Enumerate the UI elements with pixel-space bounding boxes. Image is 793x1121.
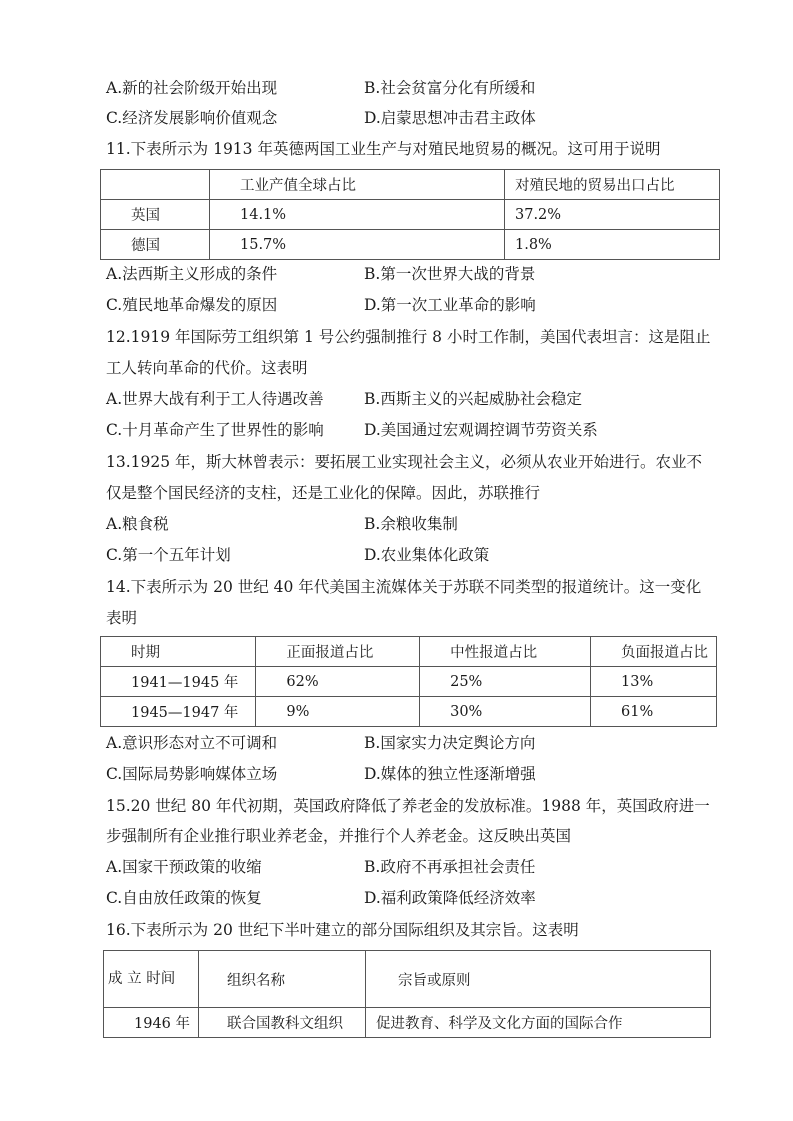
q12-stem-line1: 12.1919 年国际劳工组织第 1 号公约强制推行 8 小时工作制，美国代表坦言：这是阻止 [106,328,711,346]
q11-stem: 11.下表所示为 1913 年英德两国工业生产与对殖民地贸易的概况。这可用于说明 [106,140,661,158]
q12-option-a[interactable]: A.世界大战有利于工人待遇改善 [106,390,324,408]
q12-option-c[interactable]: C.十月革命产生了世界性的影响 [106,421,324,439]
table-cell: 62% [256,667,420,697]
table-cell: 14.1% [210,200,505,230]
q11-table [100,169,720,260]
table-cell: 13% [591,667,717,697]
table-cell: 1946 年 [104,1008,199,1038]
table-row [101,230,720,260]
table-header-row [101,170,720,200]
q13-stem-line2: 仅是整个国民经济的支柱，还是工业化的保障。因此，苏联推行 [106,484,541,502]
table-cell: 1945—1947 年 [101,697,256,727]
table-header-cell: 工业产值全球占比 [210,170,505,200]
q15-option-c[interactable]: C.自由放任政策的恢复 [106,889,262,907]
q15-stem-line2: 步强制所有企业推行职业养老金，并推行个人养老金。这反映出英国 [106,827,572,845]
table-header-cell: 中性报道占比 [420,637,591,667]
q14-stem-line1: 14.下表所示为 20 世纪 40 年代美国主流媒体关于苏联不同类型的报道统计。这一变化 [106,578,702,596]
q11-option-a[interactable]: A.法西斯主义形成的条件 [106,265,278,283]
q14-option-b[interactable]: B.国家实力决定舆论方向 [364,734,536,752]
table-row [104,1008,711,1038]
q15-stem-line1: 15.20 世纪 80 年代初期，英国政府降低了养老金的发放标准。1988 年，英国政府进一 [106,797,710,815]
q12-option-d[interactable]: D.美国通过宏观调控调节劳资关系 [364,421,598,439]
table-header-cell: 正面报道占比 [256,637,420,667]
q10-option-d[interactable]: D.启蒙思想冲击君主政体 [364,109,536,127]
table-cell: 英国 [101,200,210,230]
q11-option-b[interactable]: B.第一次世界大战的背景 [364,265,536,283]
table-cell: 25% [420,667,591,697]
table-cell: 联合国教科文组织 [199,1008,366,1038]
q12-option-b[interactable]: B.西斯主义的兴起威胁社会稳定 [364,390,582,408]
table-row [101,667,717,697]
table-cell: 德国 [101,230,210,260]
table-header-cell: 成 立 时间 [104,951,199,1008]
q13-option-d[interactable]: D.农业集体化政策 [364,546,490,564]
q14-stem-line2: 表明 [106,609,138,627]
table-cell: 促进教育、科学及文化方面的国际合作 [366,1008,711,1038]
table-header-cell: 对殖民地的贸易出口占比 [505,170,720,200]
q11-option-d[interactable]: D.第一次工业革命的影响 [364,296,536,314]
table-header-row [101,637,717,667]
q14-option-a[interactable]: A.意识形态对立不可调和 [106,734,278,752]
q10-option-b[interactable]: B.社会贫富分化有所缓和 [364,79,536,97]
table-cell: 15.7% [210,230,505,260]
table-header-row [104,951,711,1008]
q10-option-c[interactable]: C.经济发展影响价值观念 [106,109,278,127]
table-header-cell: 宗旨或原则 [366,951,711,1008]
table-cell: 30% [420,697,591,727]
table-row [101,697,717,727]
q15-option-b[interactable]: B.政府不再承担社会责任 [364,858,536,876]
table-cell: 37.2% [505,200,720,230]
q13-option-b[interactable]: B.余粮收集制 [364,515,458,533]
q10-option-a[interactable]: A.新的社会阶级开始出现 [106,79,278,97]
q15-option-a[interactable]: A.国家干预政策的收缩 [106,858,262,876]
table-header-cell: 负面报道占比 [591,637,717,667]
q15-option-d[interactable]: D.福利政策降低经济效率 [364,889,536,907]
q13-option-c[interactable]: C.第一个五年计划 [106,546,231,564]
q14-option-d[interactable]: D.媒体的独立性逐渐增强 [364,765,536,783]
q13-stem-line1: 13.1925 年，斯大林曾表示：要拓展工业实现社会主义，必须从农业开始进行。农业不 [106,453,703,471]
q14-option-c[interactable]: C.国际局势影响媒体立场 [106,765,278,783]
table-cell: 61% [591,697,717,727]
q14-table [100,636,717,727]
q16-stem: 16.下表所示为 20 世纪下半叶建立的部分国际组织及其宗旨。这表明 [106,921,579,939]
table-cell: 1.8% [505,230,720,260]
q12-stem-line2: 工人转向革命的代价。这表明 [106,359,308,377]
table-row [101,200,720,230]
table-cell: 9% [256,697,420,727]
table-header-cell: 组织名称 [199,951,366,1008]
q13-option-a[interactable]: A.粮食税 [106,515,169,533]
q11-option-c[interactable]: C.殖民地革命爆发的原因 [106,296,278,314]
table-header-cell: 时期 [101,637,256,667]
q16-table [103,950,711,1038]
table-cell: 1941—1945 年 [101,667,256,697]
table-header-cell [101,170,210,200]
